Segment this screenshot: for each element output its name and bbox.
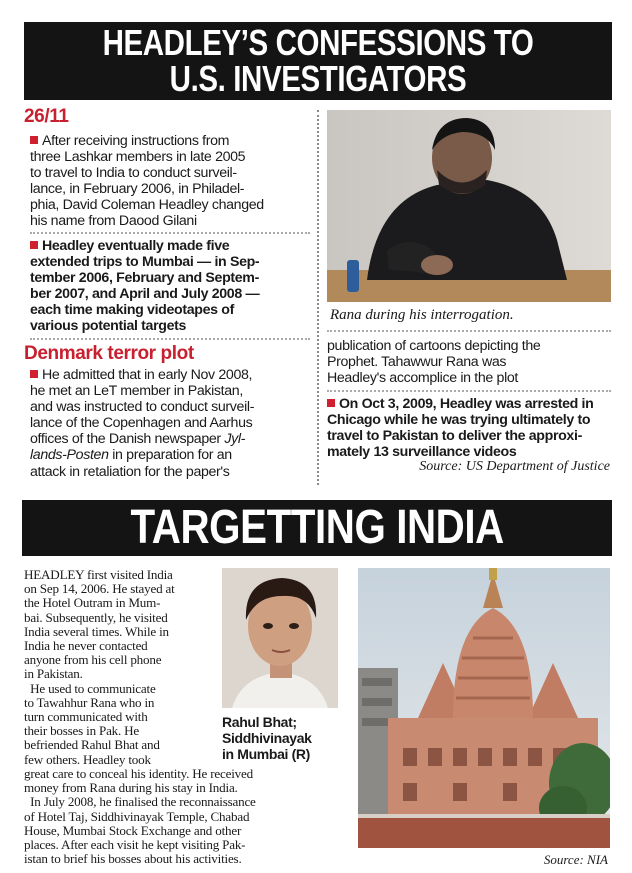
text-line: Chicago while he was trying ultimately to <box>327 412 591 429</box>
rana-photo-caption: Rana during his interrogation. <box>330 307 514 323</box>
newspaper-name: Jyl- <box>224 431 246 448</box>
confessions-title-line1: HEADLEY’S CONFESSIONS TO <box>102 22 534 63</box>
column-divider <box>317 110 319 485</box>
text-line: India several times. While in <box>24 623 169 639</box>
text-line: Prophet. Tahawwur Rana was <box>327 354 507 371</box>
siddhivinayak-temple-image <box>358 568 610 848</box>
text-line: on Sep 14, 2006. He stayed at <box>24 581 175 597</box>
text-line: lance of the Copenhagen and Aarhus <box>30 415 253 432</box>
item-2611-instructions <box>30 133 315 230</box>
text-line: House, Mumbai Stock Exchange and other <box>24 822 242 838</box>
bullet-square-icon <box>30 241 38 249</box>
text-line: istan to brief his bosses about his activities. <box>24 851 242 867</box>
text-line: few others. Headley took <box>24 751 151 767</box>
caption-line: Siddhivinayak <box>222 730 312 746</box>
text-line: In July 2008, he finalised the reconnaissance <box>24 794 256 810</box>
text-line: After receiving instructions from <box>42 133 230 149</box>
targetting-body-wide <box>24 767 359 866</box>
text-line: money from Rana during his stay in India. <box>24 780 238 796</box>
photo-caption <box>222 714 312 762</box>
text-line: Headley's accomplice in the plot <box>327 370 519 387</box>
text-line: tember 2006, February and Septem- <box>30 270 259 287</box>
text-line: He used to communicate <box>24 680 156 696</box>
rahul-bhat-portrait-image <box>222 568 338 708</box>
text-line: On Oct 3, 2009, Headley was arrested in <box>339 396 594 412</box>
source-doj: Source: US Department of Justice <box>419 459 610 474</box>
text-line: the Hotel Outram in Mum- <box>24 595 161 611</box>
text-line: to travel to India to conduct surveil- <box>30 165 237 182</box>
divider <box>30 232 310 234</box>
caption-line: Rahul Bhat; <box>222 714 297 730</box>
rahul-bhat-photo <box>222 568 338 708</box>
item-arrest <box>327 396 617 460</box>
text-line: lance, in February 2006, in Philadel- <box>30 181 245 198</box>
source-nia: Source: NIA <box>543 852 608 867</box>
text-line: of Hotel Taj, Siddhivinayak Temple, Chabad <box>24 808 250 824</box>
bullet-square-icon <box>30 136 38 144</box>
confessions-title-line2: U.S. INVESTIGATORS <box>169 58 467 99</box>
text-line: befriended Rahul Bhat and <box>24 737 160 753</box>
text-line: attack in retaliation for the paper's <box>30 463 230 480</box>
text-line: to Tawahhur Rana who in <box>24 694 155 710</box>
text-line: and was instructed to conduct surveil- <box>30 399 255 416</box>
rana-interrogation-image <box>327 110 611 302</box>
caption-line: in Mumbai (R) <box>222 746 310 762</box>
item-five-trips <box>30 238 315 335</box>
newspaper-name: lands-Posten <box>30 447 109 464</box>
targetting-title-text: TARGETTING INDIA <box>130 501 504 554</box>
text-line: India he never contacted <box>24 638 148 654</box>
text-line: anyone from his cell phone <box>24 652 162 668</box>
divider <box>327 330 611 332</box>
divider <box>327 390 611 392</box>
item-denmark-plot <box>30 367 315 480</box>
text-line: Headley eventually made five <box>42 238 230 254</box>
text-line: places. After each visit he kept visiting Pak- <box>24 837 246 853</box>
text-line: ber 2007, and April and July 2008 — <box>30 286 260 303</box>
text-line: in preparation for an <box>108 447 232 464</box>
text-line: he met an LeT member in Pakistan, <box>30 383 243 400</box>
text-line: bai. Subsequently, he visited <box>24 609 168 625</box>
text-line: great care to conceal his identity. He received <box>24 766 253 781</box>
text-line: various potential targets <box>30 318 187 335</box>
text-line: his name from Daood Gilani <box>30 213 197 230</box>
text-line: publication of cartoons depicting the <box>327 338 541 354</box>
text-line: three Lashkar members in late 2005 <box>30 149 246 166</box>
text-line: He admitted that in early Nov 2008, <box>42 367 253 383</box>
divider <box>30 338 310 340</box>
heading-denmark: Denmark terror plot <box>24 343 194 364</box>
text-line: each time making videotapes of <box>30 302 234 319</box>
text-line: HEADLEY first visited India <box>24 567 173 582</box>
text-line: in Pakistan. <box>24 666 83 682</box>
text-line: offices of the Danish newspaper <box>30 431 221 448</box>
text-line: extended trips to Mumbai — in Sep- <box>30 254 260 271</box>
text-line: travel to Pakistan to deliver the approxi- <box>327 428 582 445</box>
text-line: phia, David Coleman Headley changed <box>30 197 264 214</box>
text-line: turn communicated with <box>24 709 148 725</box>
targetting-body-narrow <box>24 568 224 767</box>
siddhivinayak-photo <box>358 568 610 848</box>
item-denmark-continued <box>327 338 617 386</box>
heading-2611: 26/11 <box>24 106 69 127</box>
rana-photo <box>327 110 611 302</box>
confessions-title <box>24 22 612 100</box>
text-line: mately 13 surveillance videos <box>327 444 517 461</box>
text-line: their bosses in Pak. He <box>24 723 140 739</box>
bullet-square-icon <box>327 399 335 407</box>
bullet-square-icon <box>30 370 38 378</box>
targetting-title <box>22 500 612 556</box>
